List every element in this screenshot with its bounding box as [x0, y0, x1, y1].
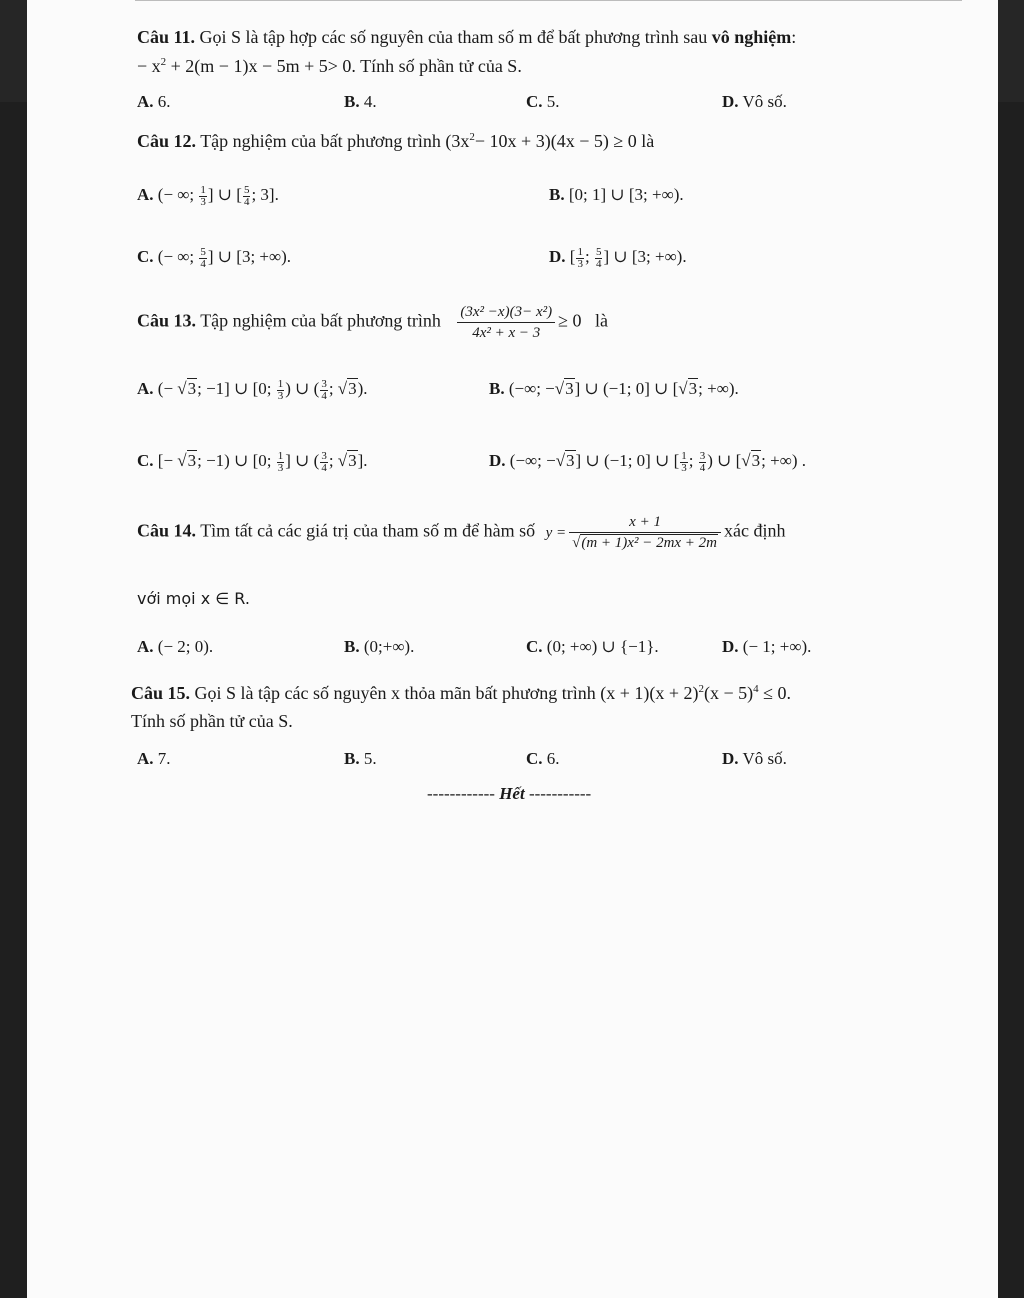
frac-den: 3	[277, 389, 284, 402]
math: (− √	[157, 379, 187, 398]
option-label: B.	[344, 92, 360, 111]
option-label: D.	[722, 637, 739, 656]
q11-line2	[137, 55, 522, 77]
option-label: A.	[137, 637, 154, 656]
option-text: 4.	[359, 92, 377, 111]
sqrt-arg: 3	[688, 379, 698, 398]
q14-tail: xác định	[724, 520, 786, 541]
sqrt-arg: 3	[187, 379, 197, 398]
option-label: C.	[526, 92, 543, 111]
frac-den: 4	[321, 461, 327, 474]
option-text: (− 1; +∞).	[738, 637, 812, 656]
q15-option-b[interactable]	[344, 748, 377, 770]
end-marker	[427, 784, 591, 804]
q11-option-b[interactable]	[344, 91, 377, 113]
q11-ineq-1: − x	[137, 56, 161, 76]
q14-prompt	[137, 512, 786, 553]
option-text: Vô số.	[738, 92, 787, 111]
q15-sup1: 2	[698, 683, 704, 695]
sqrt-arg: (m + 1)x² − 2mx + 2m	[581, 535, 718, 551]
q14-option-b[interactable]	[344, 636, 414, 658]
q15-sup2: 4	[753, 683, 759, 695]
q12-prompt	[137, 130, 654, 152]
sqrt-arg: 3	[187, 451, 197, 470]
option-label: A.	[137, 379, 154, 398]
sqrt-arg: 3	[565, 379, 574, 398]
q15-option-a[interactable]	[137, 748, 171, 770]
q13-option-c[interactable]	[137, 450, 368, 474]
math: ; √	[328, 379, 348, 398]
frac-den: 3	[200, 195, 206, 208]
fraction	[199, 185, 207, 208]
frac-num: 3	[321, 449, 327, 462]
q11-text: Gọi S là tập hợp các số nguyên của tham số m để bất phương trình sau	[195, 27, 712, 47]
q13-text: Tập nghiệm của bất phương trình	[196, 310, 441, 331]
q14-fraction	[569, 512, 721, 553]
q15-option-c[interactable]	[526, 748, 560, 770]
option-label: B.	[344, 637, 360, 656]
q15-end: ≤ 0.	[758, 683, 792, 703]
fraction	[320, 451, 328, 474]
frac-num: (3x² −x)(3− x²)	[457, 302, 555, 323]
math: ; +∞) .	[761, 451, 806, 470]
option-text: (0; +∞) ∪ {−1}.	[542, 637, 659, 656]
math: (− ∞;	[157, 247, 199, 266]
q14-option-c[interactable]	[526, 636, 659, 658]
math: ; √	[328, 451, 348, 470]
frac-num: 1	[681, 449, 687, 462]
fraction	[277, 451, 285, 474]
q15-label: Câu 15.	[131, 683, 191, 703]
q14-text: Tìm tất cả các giá trị của tham số m để hàm số	[196, 520, 536, 541]
q14-option-d[interactable]	[722, 636, 811, 658]
q13-relation: ≥ 0	[558, 310, 582, 331]
frac-num: x + 1	[569, 512, 721, 533]
q15-mid: (x − 5)	[704, 683, 754, 703]
option-text: Vô số.	[738, 749, 787, 768]
option-label: D.	[722, 749, 739, 768]
math: ) ∪ [√	[707, 451, 751, 470]
q14-label: Câu 14.	[137, 520, 197, 541]
q13-option-b[interactable]	[489, 378, 739, 400]
q13-label: Câu 13.	[137, 310, 197, 331]
q11-bold: vô nghiệm	[711, 27, 792, 47]
math: ; −1] ∪ [0;	[197, 379, 276, 398]
q12-option-c[interactable]	[137, 246, 291, 270]
fraction	[199, 247, 207, 270]
end-word: Hết	[499, 784, 525, 803]
sqrt-arg: 3	[348, 451, 357, 470]
fraction	[576, 247, 584, 270]
q14-line2: với mọi x ∈ R.	[137, 589, 250, 608]
q15-option-d[interactable]	[722, 748, 787, 770]
option-label: B.	[344, 749, 360, 768]
option-label: D.	[722, 92, 739, 111]
math: ; +∞).	[698, 379, 739, 398]
end-dashes-right: -----------	[524, 784, 592, 803]
option-text: (− 2; 0).	[153, 637, 214, 656]
option-text: (0;+∞).	[359, 637, 415, 656]
q11-prompt	[137, 26, 796, 48]
q12-text2: − 10x + 3)(4x − 5) ≥ 0 là	[474, 131, 655, 151]
frac-den: 4	[699, 461, 706, 474]
frac-num: 1	[200, 183, 206, 196]
math: [	[569, 247, 576, 266]
frac-num: 5	[243, 183, 250, 196]
q15-text: Gọi S là tập các số nguyên x thỏa mãn bất phương trình (x + 1)(x + 2)	[190, 683, 699, 703]
math: (−∞; −√	[508, 379, 565, 398]
math: (−∞; −√	[509, 451, 566, 470]
q11-option-c[interactable]	[526, 91, 560, 113]
frac-num: 5	[200, 245, 206, 258]
frac-num: 1	[277, 449, 284, 462]
q13-fraction	[457, 302, 555, 343]
q12-option-a[interactable]	[137, 184, 279, 208]
option-label: B.	[549, 185, 565, 204]
q11-ineq-sup: 2	[160, 56, 167, 68]
math: ] ∪ (−1; 0] ∪ [√	[574, 379, 688, 398]
option-label: B.	[489, 379, 505, 398]
frac-den: 4x² + x − 3	[472, 325, 541, 341]
option-label: C.	[526, 749, 543, 768]
sqrt-arg: 3	[566, 451, 575, 470]
frac-den: 3	[681, 461, 687, 474]
option-label: A.	[137, 749, 154, 768]
q11-option-a[interactable]	[137, 91, 171, 113]
option-label: C.	[137, 451, 154, 470]
fraction	[277, 379, 285, 402]
q11-ask: Tính số phần tử của S.	[355, 56, 522, 76]
q11-label: Câu 11.	[137, 27, 196, 47]
sqrt-arg: 3	[348, 379, 357, 398]
fraction	[243, 185, 251, 208]
math: ;	[688, 451, 698, 470]
sqrt-arg: 3	[751, 451, 761, 470]
end-dashes-left: ------------	[427, 784, 500, 803]
math: ] ∪ [	[207, 185, 242, 204]
frac-den: 4	[200, 257, 206, 270]
q14-y: y =	[545, 524, 567, 541]
option-text: [0; 1] ∪ [3; +∞).	[564, 185, 684, 204]
frac-den: 4	[321, 389, 327, 402]
math: ] ∪ [3; +∞).	[207, 247, 292, 266]
fraction	[595, 247, 603, 270]
math: ].	[357, 451, 368, 470]
q15-prompt	[131, 682, 791, 704]
frac-num: 1	[577, 245, 583, 258]
option-text: 5.	[359, 749, 377, 768]
frac-num: 5	[595, 245, 602, 258]
option-label: A.	[137, 185, 154, 204]
q12-text: Tập nghiệm của bất phương trình (3x	[196, 131, 470, 151]
fraction	[699, 451, 707, 474]
option-text: 5.	[542, 92, 560, 111]
option-text: 6.	[542, 749, 560, 768]
q15-line2: Tính số phần tử của S.	[131, 711, 293, 731]
q13-option-a[interactable]	[137, 378, 368, 402]
frac-den: 4	[243, 195, 250, 208]
frac-den: 3	[277, 461, 284, 474]
frac-num: 1	[277, 377, 284, 390]
q12-label: Câu 12.	[137, 131, 197, 151]
frac-num: 3	[321, 377, 327, 390]
option-text: 6.	[153, 92, 171, 111]
math: (− ∞;	[157, 185, 199, 204]
fraction	[680, 451, 688, 474]
option-text: 7.	[153, 749, 171, 768]
q12-option-b[interactable]	[549, 184, 684, 206]
math: ; −1) ∪ [0;	[197, 451, 276, 470]
math: ] ∪ (−1; 0] ∪ [	[575, 451, 680, 470]
frac-den	[569, 533, 721, 553]
frac-den: 4	[595, 257, 602, 270]
math: ).	[357, 379, 368, 398]
q13-tail: là	[595, 310, 608, 331]
math: ] ∪ (	[285, 451, 320, 470]
option-label: A.	[137, 92, 154, 111]
math: ] ∪ [3; +∞).	[603, 247, 687, 266]
q11-colon: :	[791, 27, 797, 47]
frac-den: 3	[577, 257, 583, 270]
q13-option-d[interactable]	[489, 450, 806, 474]
option-label: C.	[526, 637, 543, 656]
option-label: D.	[549, 247, 566, 266]
q11-option-d[interactable]	[722, 91, 787, 113]
math: ;	[584, 247, 594, 266]
q11-ineq-2: + 2(m − 1)x − 5m + 5> 0.	[166, 56, 356, 76]
sqrt-sign: √	[572, 535, 581, 551]
math: ) ∪ (	[285, 379, 320, 398]
fraction	[320, 379, 328, 402]
option-label: D.	[489, 451, 506, 470]
frac-num: 3	[699, 449, 706, 462]
q13-prompt	[137, 302, 608, 343]
option-label: C.	[137, 247, 154, 266]
q12-option-d[interactable]	[549, 246, 687, 270]
q14-option-a[interactable]	[137, 636, 213, 658]
top-rule	[135, 0, 962, 1]
document-page	[27, 0, 998, 1298]
math: ; 3].	[251, 185, 279, 204]
math: [− √	[157, 451, 187, 470]
q12-sup: 2	[469, 131, 475, 143]
